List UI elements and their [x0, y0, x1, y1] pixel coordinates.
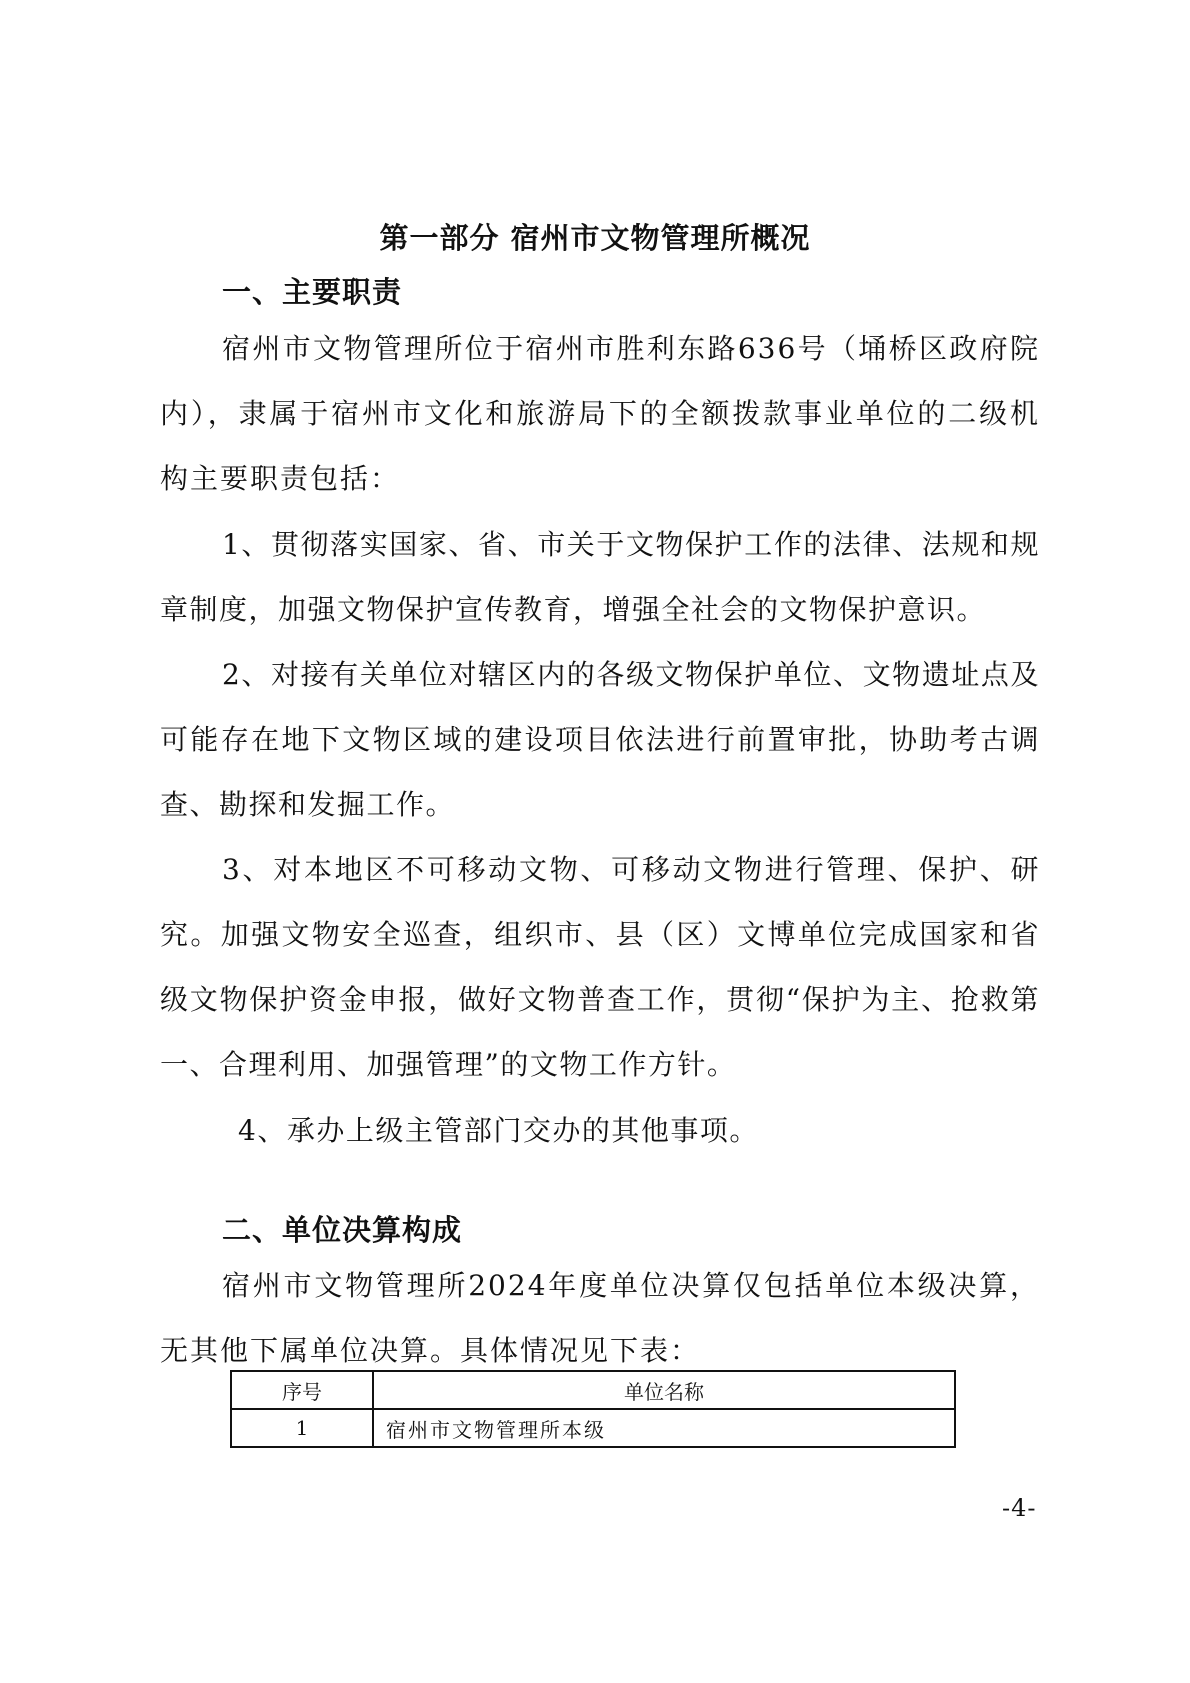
section-heading-composition: 二、单位决算构成: [222, 1213, 463, 1247]
responsibility-item-1: 1、贯彻落实国家、省、市关于文物保护工作的法律、法规和规章制度，加强文物保护宣传教育，增强全社会的文物保护意识。: [160, 528, 1040, 626]
responsibility-item-2: 2、对接有关单位对辖区内的各级文物保护单位、文物遗址点及可能存在地下文物区域的建设项目依法进行前置审批，协助考古调查、勘探和发掘工作。: [160, 658, 1040, 821]
page-title: 第一部分 宿州市文物管理所概况: [379, 221, 811, 255]
column-header-unit-name: 单位名称: [373, 1371, 955, 1409]
page-number: -4-: [1002, 1494, 1037, 1522]
table-cell-index: 1: [231, 1409, 373, 1447]
table-row: [231, 1409, 955, 1447]
composition-paragraph: 宿州市文物管理所2024年度单位决算仅包括单位本级决算，无其他下属单位决算。具体情况见下表：: [160, 1269, 1040, 1367]
unit-table: [230, 1370, 956, 1448]
table-header-row: [231, 1371, 955, 1409]
column-header-index: 序号: [231, 1371, 373, 1409]
intro-paragraph: 宿州市文物管理所位于宿州市胜利东路636号（埇桥区政府院内），隶属于宿州市文化和旅游局下的全额拨款事业单位的二级机构主要职责包括：: [160, 332, 1040, 495]
section-heading-responsibilities: 一、主要职责: [222, 275, 403, 309]
responsibility-item-4: 4、承办上级主管部门交办的其他事项。: [238, 1114, 759, 1147]
responsibility-item-3: 3、对本地区不可移动文物、可移动文物进行管理、保护、研究。加强文物安全巡查，组织市、县（区）文博单位完成国家和省级文物保护资金申报，做好文物普查工作，贯彻“保护为主、抢救第一、合理利用、加强管理”的文物工作方针。: [160, 853, 1040, 1081]
table-cell-unit-name: 宿州市文物管理所本级: [373, 1409, 955, 1447]
